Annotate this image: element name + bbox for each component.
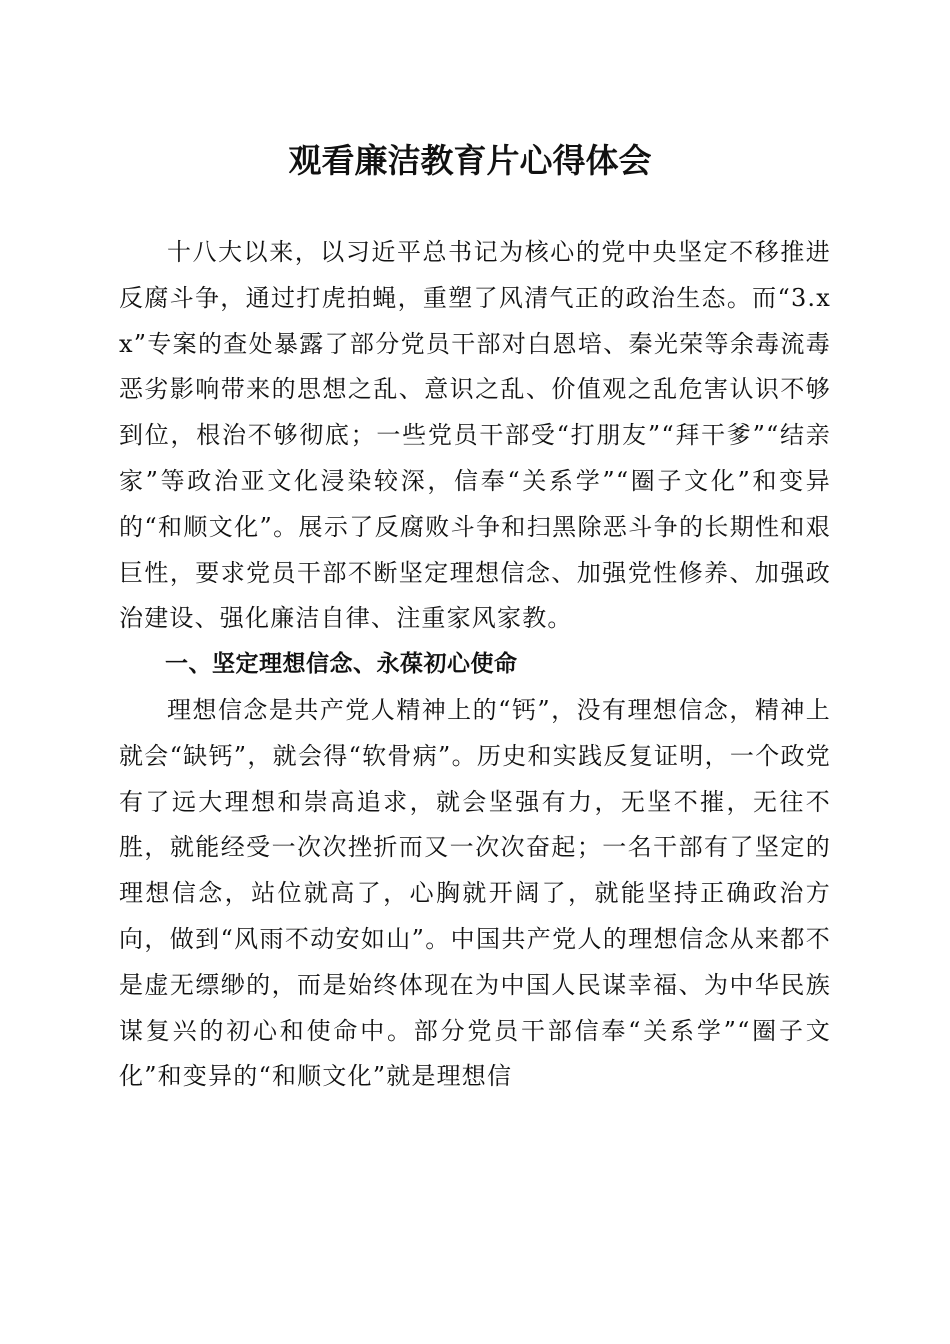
section-1-heading: 一、坚定理想信念、永葆初心使命 <box>165 651 518 678</box>
document-title: 观看廉洁教育片心得体会 <box>288 141 652 180</box>
document-body <box>119 230 831 1100</box>
intro-paragraph: 十八大以来，以习近平总书记为核心的党中央坚定不移推进反腐斗争，通过打虎拍蝇，重塑了风清气正的政治生态。而“3.xx”专案的查处暴露了部分党员干部对白恩培、秦光荣等余毒流毒恶劣影响带来的思想之乱、意识之乱、价值观之乱危害认识不够到位，根治不够彻底；一些党员干部受“打朋友”“拜干爹”“结亲家”等政治亚文化浸染较深，信奉“关系学”“圈子文化”和变异的“和顺文化”。展示了反腐败斗争和扫黑除恶斗争的长期性和艰巨性，要求党员干部不断坚定理想信念、加强党性修养、加强政治建设、强化廉洁自律、注重家风家教。 <box>119 238 831 633</box>
section-1-paragraph: 理想信念是共产党人精神上的“钙”，没有理想信念，精神上就会“缺钙”，就会得“软骨病”。历史和实践反复证明，一个政党有了远大理想和崇高追求，就会坚强有力，无坚不摧，无往不胜，就能经受一次次挫折而又一次次奋起；一名干部有了坚定的理想信念，站位就高了，心胸就开阔了，就能坚持正确政治方向，做到“风雨不动安如山”。中国共产党人的理想信念从来都不是虚无缥缈的，而是始终体现在为中国人民谋幸福、为中华民族谋复兴的初心和使命中。部分党员干部信奉“关系学”“圈子文化”和变异的“和顺文化”就是理想信 <box>119 695 831 1091</box>
